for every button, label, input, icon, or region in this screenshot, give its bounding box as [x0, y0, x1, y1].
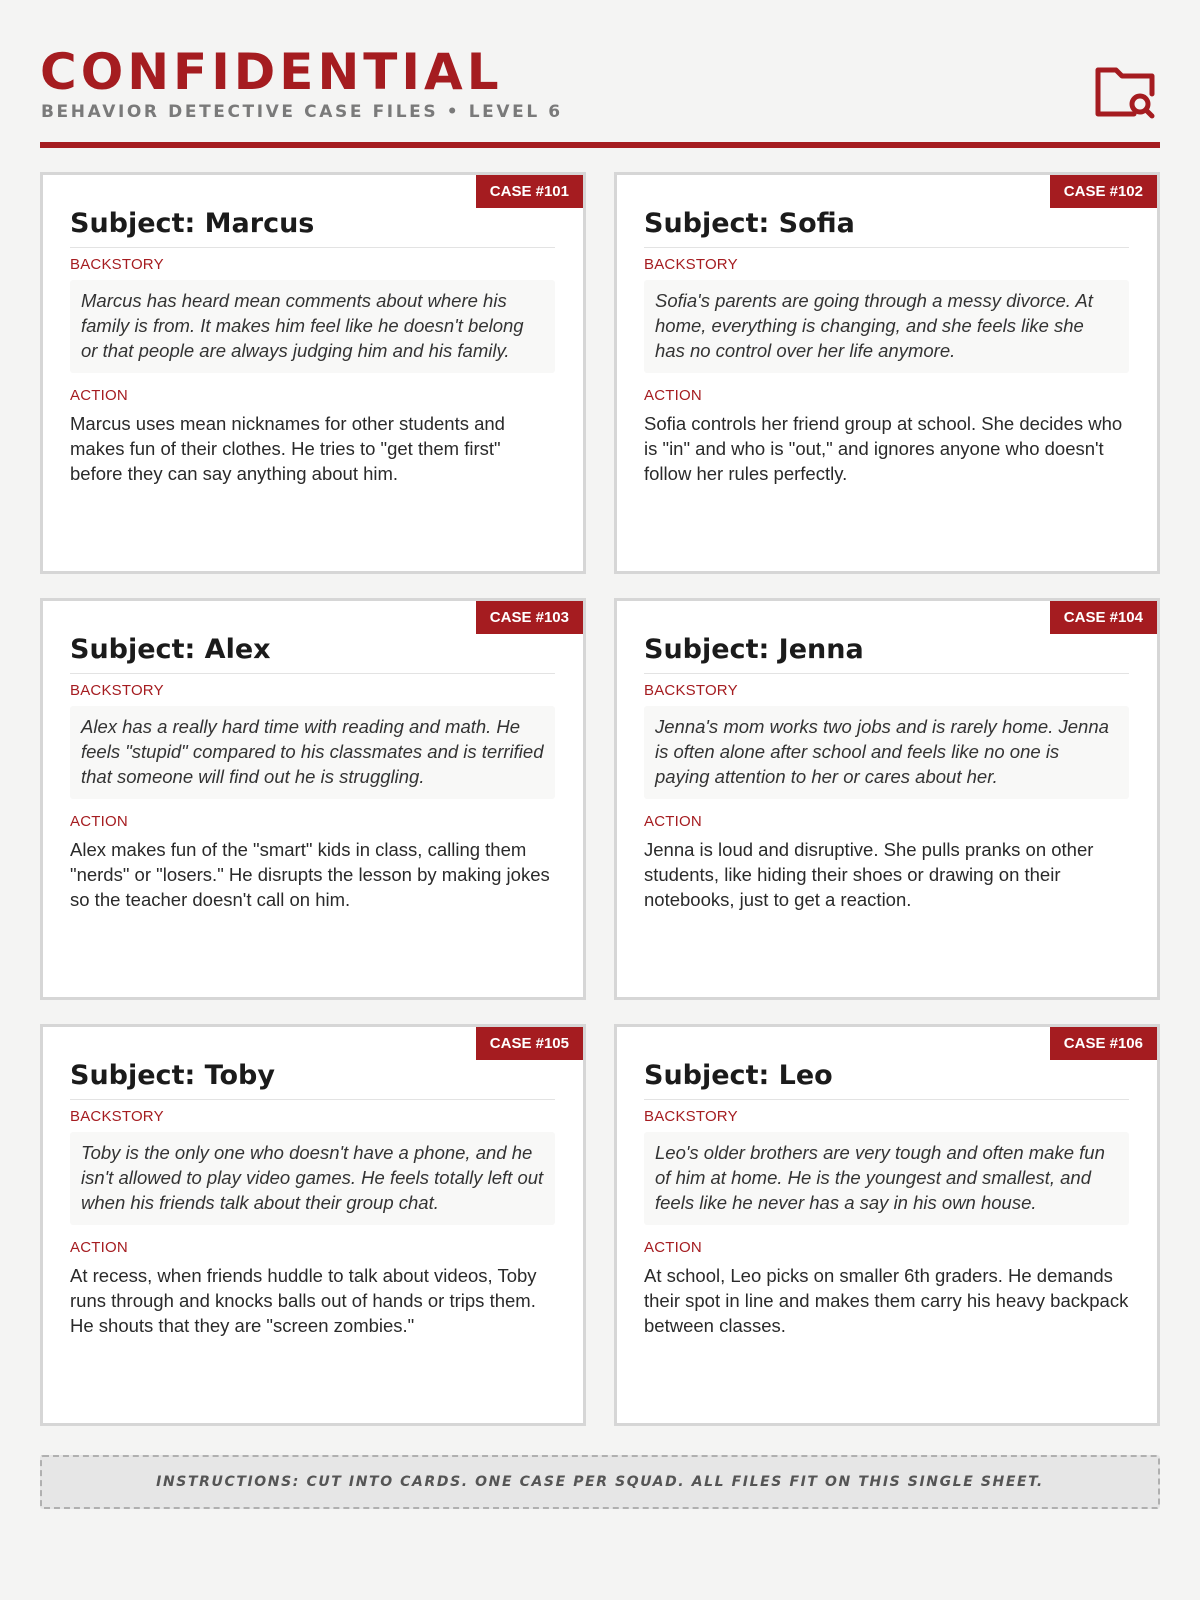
case-grid [40, 172, 1160, 1426]
action-label: ACTION [70, 1239, 128, 1256]
case-backstory: Leo's older brothers are very tough and often make fun of him at home. He is the youngest and smallest, and feels like he never has a say in his own house. [644, 1132, 1129, 1225]
instructions-footer: INSTRUCTIONS: CUT INTO CARDS. ONE CASE PER SQUAD. ALL FILES FIT ON THIS SINGLE SHEET. [40, 1455, 1160, 1509]
case-action: Marcus uses mean nicknames for other students and makes fun of their clothes. He tries to "get them first" before they can say anything about him. [70, 413, 505, 484]
case-subject: Subject: Leo [644, 1061, 1129, 1100]
case-card-104 [614, 598, 1160, 1000]
backstory-label: BACKSTORY [70, 682, 164, 699]
case-subject: Subject: Alex [70, 635, 555, 674]
backstory-label: BACKSTORY [644, 1108, 738, 1125]
case-backstory: Toby is the only one who doesn't have a phone, and he isn't allowed to play video games. He feels totally left out when his friends talk about their group chat. [70, 1132, 555, 1225]
action-label: ACTION [644, 1239, 702, 1256]
case-badge: CASE #106 [1050, 1027, 1157, 1060]
case-card-103 [40, 598, 586, 1000]
case-backstory: Marcus has heard mean comments about where his family is from. It makes him feel like he doesn't belong or that people are always judging him and his family. [70, 280, 555, 373]
case-backstory: Alex has a really hard time with reading and math. He feels "stupid" compared to his classmates and is terrified that someone will find out he is struggling. [70, 706, 555, 799]
case-card-102 [614, 172, 1160, 574]
backstory-label: BACKSTORY [70, 1108, 164, 1125]
case-badge: CASE #101 [476, 175, 583, 208]
folder-search-icon [1094, 62, 1158, 120]
action-label: ACTION [644, 813, 702, 830]
case-action: Sofia controls her friend group at school. She decides who is "in" and who is "out," and ignores anyone who doesn't follow her rules perfectly. [644, 413, 1123, 484]
backstory-label: BACKSTORY [70, 256, 164, 273]
backstory-label: BACKSTORY [644, 682, 738, 699]
case-action: At recess, when friends huddle to talk about videos, Toby runs through and knocks balls out of hands or trips them. He shouts that they are "screen zombies." [70, 1265, 537, 1336]
backstory-label: BACKSTORY [644, 256, 738, 273]
case-badge: CASE #102 [1050, 175, 1157, 208]
page-header [40, 40, 1160, 148]
case-card-106 [614, 1024, 1160, 1426]
page-title: CONFIDENTIAL [40, 43, 503, 101]
case-action: Alex makes fun of the "smart" kids in class, calling them "nerds" or "losers." He disrupts the lesson by making jokes so the teacher doesn't call on him. [70, 839, 550, 910]
case-subject: Subject: Marcus [70, 209, 555, 248]
case-badge: CASE #103 [476, 601, 583, 634]
case-badge: CASE #104 [1050, 601, 1157, 634]
case-subject: Subject: Toby [70, 1061, 555, 1100]
action-label: ACTION [70, 813, 128, 830]
action-label: ACTION [70, 387, 128, 404]
case-action: At school, Leo picks on smaller 6th graders. He demands their spot in line and makes them carry his heavy backpack between classes. [644, 1265, 1129, 1336]
action-label: ACTION [644, 387, 702, 404]
case-backstory: Jenna's mom works two jobs and is rarely home. Jenna is often alone after school and feels like no one is paying attention to her or cares about her. [644, 706, 1129, 799]
case-subject: Subject: Sofia [644, 209, 1129, 248]
case-backstory: Sofia's parents are going through a messy divorce. At home, everything is changing, and she feels like she has no control over her life anymore. [644, 280, 1129, 373]
case-badge: CASE #105 [476, 1027, 583, 1060]
case-action: Jenna is loud and disruptive. She pulls pranks on other students, like hiding their shoes or drawing on their notebooks, just to get a reaction. [644, 839, 1094, 910]
page-subtitle: BEHAVIOR DETECTIVE CASE FILES • LEVEL 6 [41, 102, 563, 122]
case-card-105 [40, 1024, 586, 1426]
case-card-101 [40, 172, 586, 574]
case-subject: Subject: Jenna [644, 635, 1129, 674]
